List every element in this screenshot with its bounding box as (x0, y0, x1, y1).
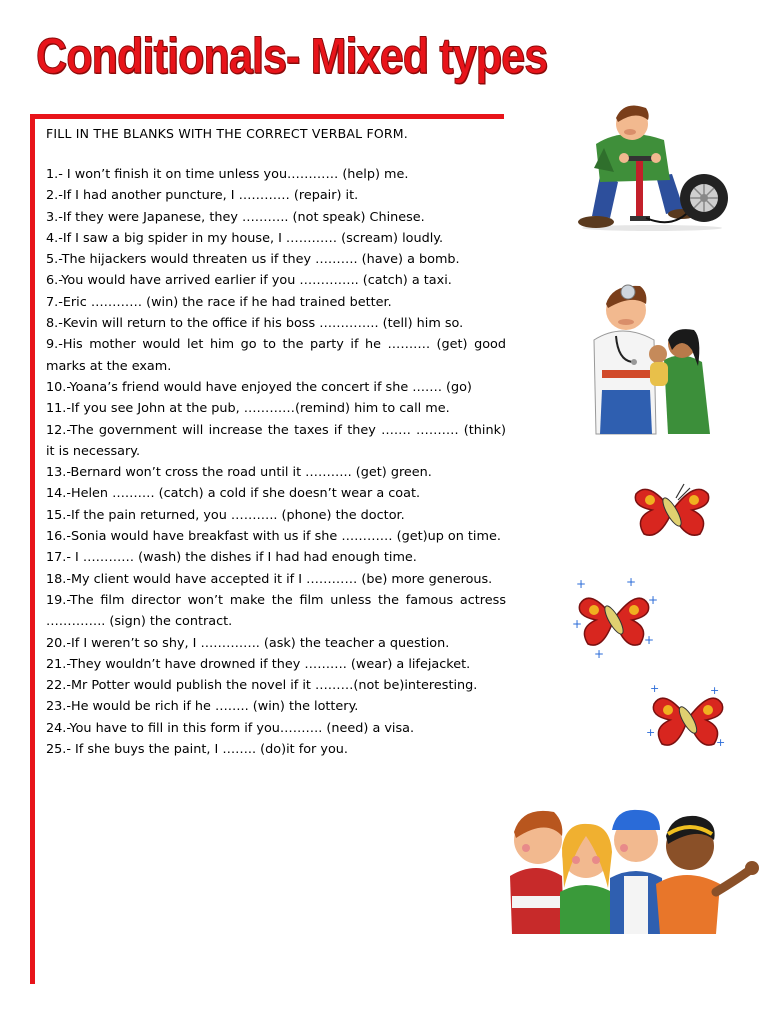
exercise-item: 12.-The government will increase the taxes if they ……. ………. (think) it is necessary. (46, 422, 506, 459)
exercise-item: 16.-Sonia would have breakfast with us if she ………… (get)up on time. (46, 529, 501, 545)
svg-text:+: + (576, 577, 587, 591)
man-pumping-tire-illustration (574, 98, 730, 232)
exercise-item: 15.-If the pain returned, you ……….. (phone) the doctor. (46, 507, 405, 523)
exercise-item: 24.-You have to fill in this form if you………. (need) a visa. (46, 720, 415, 736)
instructions: FILL IN THE BLANKS WITH THE CORRECT VERBAL FORM. (46, 126, 408, 141)
butterfly-illustration (630, 478, 714, 544)
exercise-item: 5.-The hijackers would threaten us if they ………. (have) a bomb. (46, 252, 460, 268)
exercise-item: 22.-Mr Potter would publish the novel if it ………(not be)interesting. (46, 678, 478, 694)
butterfly-illustration (646, 680, 730, 752)
exercise-item: 19.-The film director won’t make the film unless the famous actress ………….. (sign) the contract. (46, 592, 506, 630)
svg-text:+: + (572, 617, 583, 631)
exercise-item: 7.-Eric ………… (win) the race if he had trained better. (46, 294, 392, 310)
exercise-item: 6.-You would have arrived earlier if you ………….. (catch) a taxi. (46, 273, 452, 289)
exercise-item: 20.-If I weren’t so shy, I ………….. (ask) the teacher a question. (46, 635, 450, 651)
page-title: Conditionals- Mixed types (36, 28, 548, 84)
frame-top-border (30, 114, 504, 119)
exercise-item: 10.-Yoana’s friend would have enjoyed the concert if she ……. (go) (46, 379, 472, 395)
svg-text:+: + (710, 684, 720, 697)
svg-text:+: + (648, 593, 659, 607)
svg-text:+: + (594, 647, 605, 660)
exercise-item: 14.-Helen ………. (catch) a cold if she doesn’t wear a coat. (46, 486, 421, 502)
exercise-item: 13.-Bernard won’t cross the road until it ……….. (get) green. (46, 465, 432, 481)
exercise-item: 8.-Kevin will return to the office if his boss ………….. (tell) him so. (46, 316, 464, 332)
butterfly-illustration (570, 574, 660, 660)
exercise-item: 1.- I won’t finish it on time unless you………… (help) me. (46, 167, 409, 182)
exercise-item: 11.-If you see John at the pub, …………(remind) him to call me. (46, 401, 450, 417)
exercise-item: 21.-They wouldn’t have drowned if they ………. (wear) a lifejacket. (46, 656, 471, 672)
svg-text:+: + (716, 736, 726, 749)
exercise-item: 17.- I ………… (wash) the dishes if I had had enough time. (46, 550, 417, 566)
svg-text:+: + (646, 726, 656, 739)
svg-text:+: + (644, 633, 655, 647)
svg-text:+: + (650, 682, 660, 695)
exercise-item: 9.-His mother would let him go to the party if he ………. (get) good marks at the exam. (46, 337, 506, 374)
exercise-item: 3.-If they were Japanese, they ……….. (not speak) Chinese. (46, 209, 425, 225)
doctor-and-patient-illustration (582, 270, 718, 436)
exercise-item: 25.- If she buys the paint, I …….. (do)it for you. (46, 742, 348, 758)
exercise-item: 4.-If I saw a big spider in my house, I ………… (scream) loudly. (46, 230, 444, 246)
group-of-children-illustration (506, 796, 764, 936)
exercise-item: 23.-He would be rich if he …….. (win) the lottery. (46, 699, 359, 715)
exercise-item: 2.-If I had another puncture, I ………… (repair) it. (46, 188, 359, 204)
frame-left-border (30, 114, 35, 984)
exercise-list (46, 164, 506, 760)
exercise-item: 18.-My client would have accepted it if I ………… (be) more generous. (46, 571, 493, 587)
svg-text:+: + (626, 575, 637, 589)
